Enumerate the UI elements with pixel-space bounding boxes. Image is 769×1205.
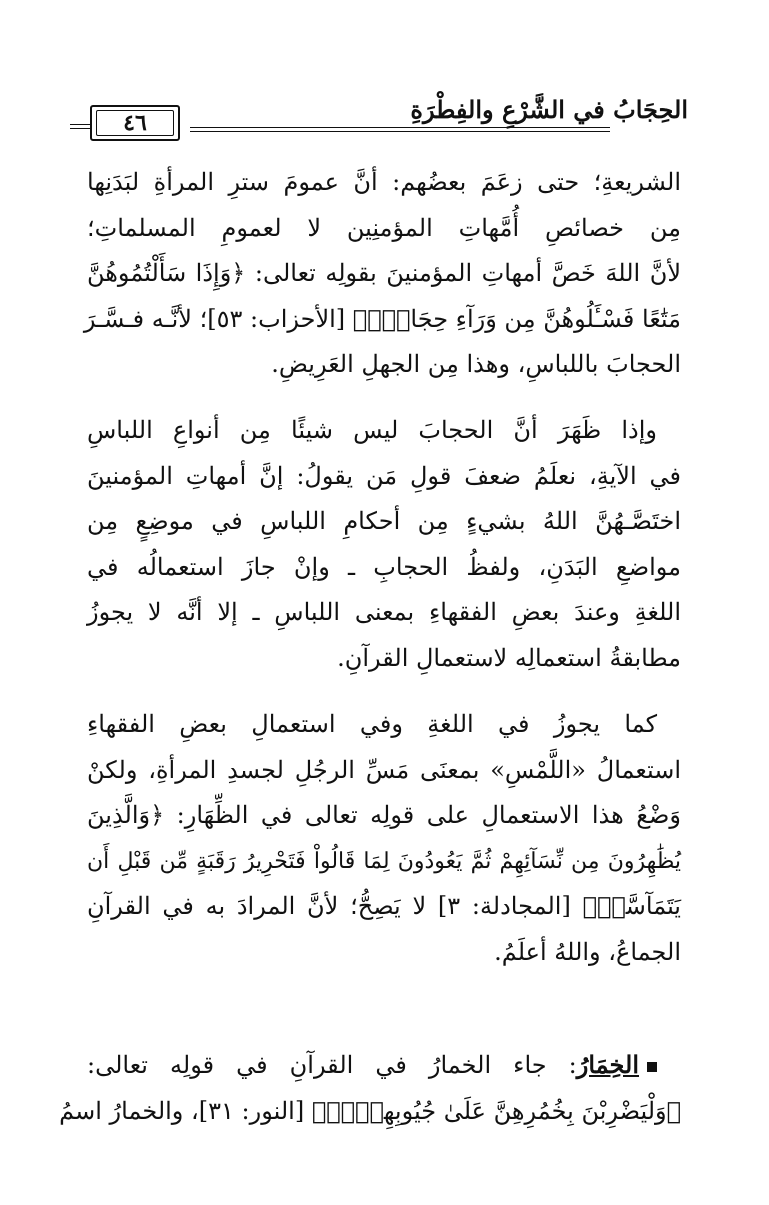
text-line (87, 1042, 681, 1089)
text-line: الحجابَ باللباسِ، وهذا مِن الجهلِ العَرِيضِ. (271, 350, 681, 378)
text-line: استعمالُ «اللَّمْسِ» بمعنَى مَسِّ الرجُلِ لجسدِ المرأةِ، ولكنْ (87, 755, 681, 784)
text-line: يَتَمَآسَّاۚ﴾ [المجادلة: ٣] لا يَصِحُّ؛ لأنَّ المرادَ به في القرآنِ (87, 892, 681, 920)
header-rule-left (70, 128, 90, 129)
header-rule-left (70, 124, 90, 125)
text-line: كما يجوزُ في اللغةِ وفي استعمالِ بعضِ الفقهاءِ (87, 710, 657, 738)
text-line: ﴿وَلْيَضْرِبْنَ بِخُمُرِهِنَّ عَلَىٰ جُيُوبِهِنَّۖ﴾ [النور: ٣١]، والخمارُ اسمُ (59, 1096, 681, 1125)
paragraph-4 (59, 1042, 681, 1134)
paragraph-2 (87, 408, 681, 681)
text-line: في الآيةِ، نعلَمُ ضعفَ قولِ مَن يقولُ: إنَّ أمهاتِ المؤمنينَ (87, 461, 681, 490)
section-term: الخِمَارُ (576, 1050, 639, 1079)
text-line: مطابقةُ استعمالِه لاستعمالِ القرآنِ. (337, 643, 681, 672)
text-line: مِن خصائصِ أُمَّهاتِ المؤمنِين لا لعمومِ المسلماتِ؛ (87, 213, 681, 242)
text-line: الجماعُ، واللهُ أعلَمُ. (494, 937, 681, 966)
page-number-frame (90, 105, 180, 141)
page-number: ٤٦ (96, 110, 174, 136)
text-fragment: : جاء الخمارُ في القرآنِ في قولِه تعالى: (87, 1051, 577, 1079)
text-line: اختَصَّـهُنَّ اللهُ بشيءٍ مِن أحكامِ اللباسِ في موضِعٍ مِن (87, 507, 681, 535)
square-bullet-icon (647, 1062, 657, 1072)
text-line: الشريعةِ؛ حتى زعَمَ بعضُهم: أنَّ عمومَ سترِ المرأةِ لبَدَنِها (87, 168, 681, 196)
text-line: مواضعِ البَدَنِ، ولفظُ الحجابِ ـ وإنْ جازَ استعمالُه في (87, 552, 681, 581)
text-line: وَضْعُ هذا الاستعمالِ على قولِه تعالى في الظِّهَارِ: ﴿وَالَّذِينَ (87, 801, 681, 829)
paragraph-3 (87, 702, 681, 975)
text-line: وإذا ظَهَرَ أنَّ الحجابَ ليس شيئًا مِن أنواعِ اللباسِ (87, 416, 657, 444)
text-line: مَتَٰعًا فَسْـَٔلُوهُنَّ مِن وَرَآءِ حِجَابٍۚ﴾ [الأحزاب: ٥٣]؛ لأنَّـه فـسَّـرَ (83, 304, 681, 333)
running-title: الحِجَابُ في الشَّرْعِ والفِطْرَةِ (410, 95, 688, 124)
text-line: لأنَّ اللهَ خَصَّ أمهاتِ المؤمنينَ بقولِه تعالى: ﴿وَإِذَا سَأَلْتُمُوهُنَّ (87, 259, 681, 287)
text-line: يُظَٰهِرُونَ مِن نِّسَآئِهِمْ ثُمَّ يَعُودُونَ لِمَا قَالُواْ فَتَحْرِيرُ رَقَبَةٍ مِّن قَبْلِ أَن (87, 848, 681, 874)
paragraph-1 (83, 160, 681, 388)
page-header (90, 95, 688, 145)
text-line: اللغةِ وعندَ بعضِ الفقهاءِ بمعنى اللباسِ ـ إلا أنَّه لا يجوزُ (87, 598, 681, 626)
header-rule (190, 131, 610, 132)
header-rule (190, 127, 610, 128)
